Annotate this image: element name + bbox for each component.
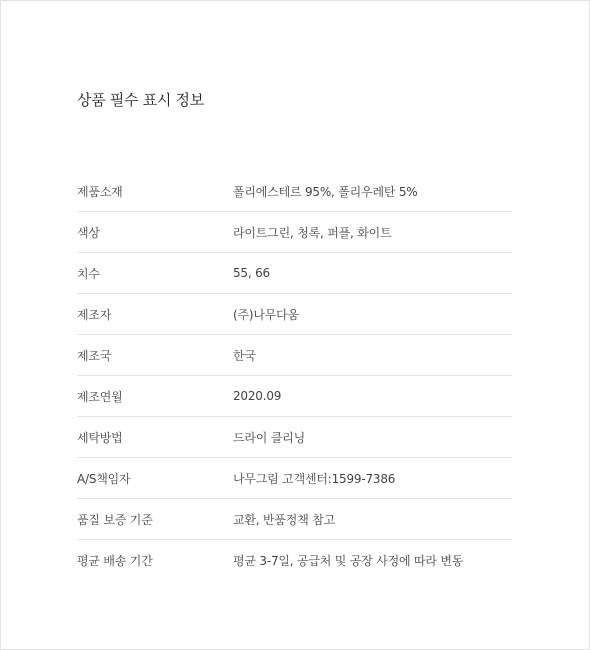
row-value: 2020.09 xyxy=(233,389,282,403)
info-row-material xyxy=(77,171,512,212)
row-label: A/S책임자 xyxy=(77,471,131,486)
section-title: 상품 필수 표시 정보 xyxy=(77,91,204,109)
row-value: (주)나무다움 xyxy=(233,307,299,322)
row-value: 드라이 클리닝 xyxy=(233,430,305,445)
info-row-manufacturer xyxy=(77,294,512,335)
row-label: 제품소재 xyxy=(77,184,123,199)
row-value: 나무그림 고객센터:1599-7386 xyxy=(233,471,396,486)
row-label: 색상 xyxy=(77,225,100,240)
row-label: 세탁방법 xyxy=(77,430,123,445)
info-row-quality-guarantee xyxy=(77,499,512,540)
info-row-color xyxy=(77,212,512,253)
row-value: 한국 xyxy=(233,348,256,363)
row-label: 평균 배송 기간 xyxy=(77,553,153,568)
row-value: 55, 66 xyxy=(233,266,270,280)
info-row-manufacture-date xyxy=(77,376,512,417)
row-value: 평균 3-7일, 공급처 및 공장 사정에 따라 변동 xyxy=(233,553,464,568)
row-label: 제조국 xyxy=(77,348,112,363)
product-info-table xyxy=(77,171,512,580)
info-row-country xyxy=(77,335,512,376)
info-row-washing xyxy=(77,417,512,458)
info-row-as-contact xyxy=(77,458,512,499)
row-label: 품질 보증 기준 xyxy=(77,512,153,527)
row-label: 제조연월 xyxy=(77,389,123,404)
info-row-size xyxy=(77,253,512,294)
info-row-delivery-period xyxy=(77,540,512,580)
row-label: 제조자 xyxy=(77,307,112,322)
row-value: 폴리에스테르 95%, 폴리우레탄 5% xyxy=(233,184,418,199)
row-value: 교환, 반품정책 참고 xyxy=(233,512,335,527)
row-value: 라이트그린, 청록, 퍼플, 화이트 xyxy=(233,225,392,240)
row-label: 치수 xyxy=(77,266,100,281)
